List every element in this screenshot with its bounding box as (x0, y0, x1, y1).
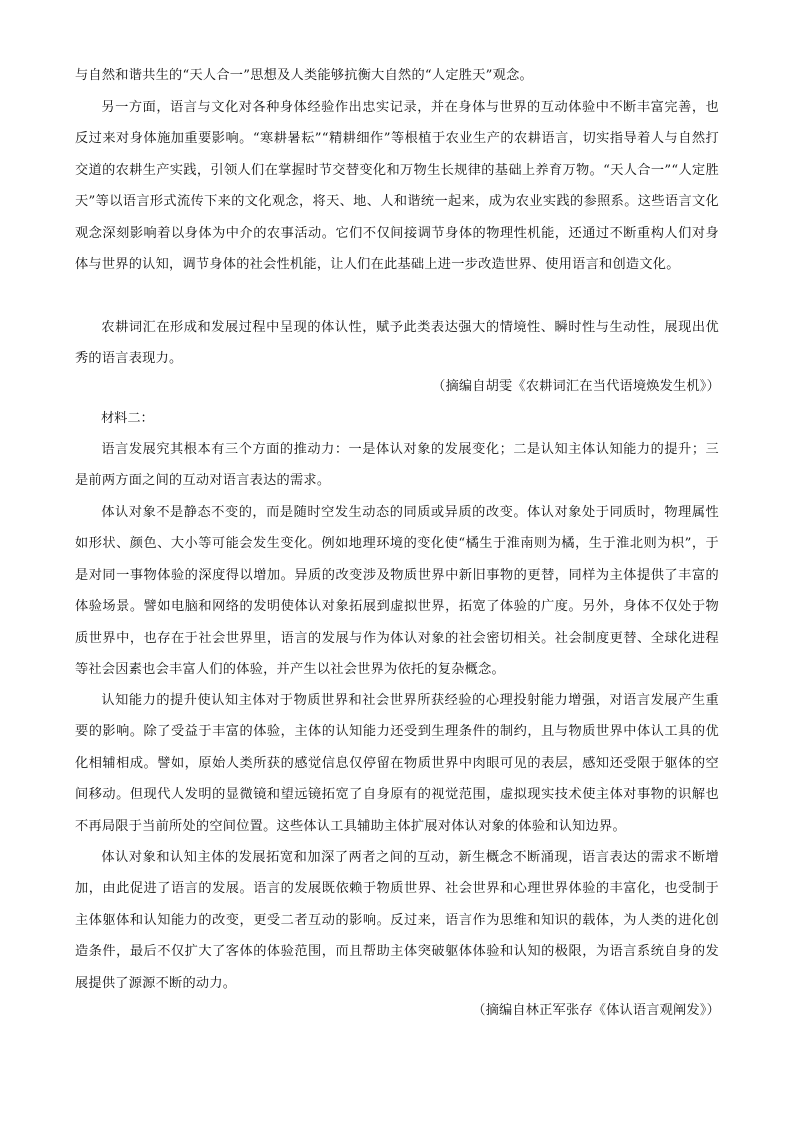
paragraph-body: 农耕词汇在形成和发展过程中呈现的体认性，赋予此类表达强大的情境性、瞬时性与生动性，展现出优秀的语言表现力。 (75, 320, 719, 367)
material-label: 材料二： (101, 411, 154, 426)
paragraph-body: 体认对象不是静态不变的，而是随时空发生动态的同质或异质的改变。体认对象处于同质时，物理属性如形状、颜色、大小等可能会发生变化。例如地理环境的变化使“橘生于淮南则为橘，生于淮北则为枳”，于是对同一事物体验的深度得以增加。异质的改变涉及物质世界中新旧事物的更替，同样为主体提供了丰富的体验场景。譬如电脑和网络的发明使体认对象拓展到虚拟世界，拓宽了体验的广度。另外，身体不仅处于物质世界中，也存在于社会世界里，语言的发展与作为体认对象的社会密切相关。社会制度更替、全球化进程等社会因素也会丰富人们的体验，并产生以社会世界为依托的复杂概念。 (75, 505, 719, 678)
source-citation: （摘编自胡雯《农耕词汇在当代语境焕发生机》） (432, 379, 720, 394)
paragraph-continuation: 与自然和谐共生的“天人合一”思想及人类能够抗衡大自然的“人定胜天”观念。 (75, 68, 533, 83)
source-citation: （摘编自林正军张存《体认语言观阐发》） (472, 1003, 720, 1018)
paragraph-body: 体认对象和认知主体的发展拓宽和加深了两者之间的互动，新生概念不断涌现，语言表达的需求不断增加，由此促进了语言的发展。语言的发展既依赖于物质世界、社会世界和心理世界体验的丰富化，也受制于主体躯体和认知能力的改变，更受二者互动的影响。反过来，语言作为思维和知识的载体，为人类的进化创造条件，最后不仅扩大了客体的体验范围，而且帮助主体突破躯体体验和认知的极限，为语言系统自身的发展提供了源源不断的动力。 (75, 850, 719, 991)
paragraph-body: 语言发展究其根本有三个方面的推动力：一是体认对象的发展变化；二是认知主体认知能力的提升；三是前两方面之间的互动对语言表达的需求。 (75, 442, 719, 489)
paragraph-body: 另一方面，语言与文化对各种身体经验作出忠实记录，并在身体与世界的互动体验中不断丰富完善，也反过来对身体施加重要影响。“寒耕暑耘”“精耕细作”等根植于农业生产的农耕语言，切实指导着人与自然打交道的农耕生产实践，引领人们在掌握时节交替变化和万物生长规律的基础上养育万物。“天人合一”“人定胜天”等以语言形式流传下来的文化观念，将天、地、人和谐统一起来，成为农业实践的参照系。这些语言文化观念深刻影响着以身体为中介的农事活动。它们不仅间接调节身体的物理性机能，还通过不断重构人们对身体与世界的认知，调节身体的社会性机能，让人们在此基础上进一步改造世界、使用语言和创造文化。 (75, 100, 719, 273)
paragraph-body: 认知能力的提升使认知主体对于物质世界和社会世界所获经验的心理投射能力增强，对语言发展产生重要的影响。除了受益于丰富的体验，主体的认知能力还受到生理条件的制约，且与物质世界中体认工具的优化相辅相成。譬如，原始人类所获的感觉信息仅停留在物质世界中肉眼可见的表层，感知还受限于躯体的空间移动。但现代人发明的显微镜和望远镜拓宽了自身原有的视觉范围，虚拟现实技术使主体对事物的识解也不再局限于当前所处的空间位置。这些体认工具辅助主体扩展对体认对象的体验和认知边界。 (75, 693, 719, 834)
